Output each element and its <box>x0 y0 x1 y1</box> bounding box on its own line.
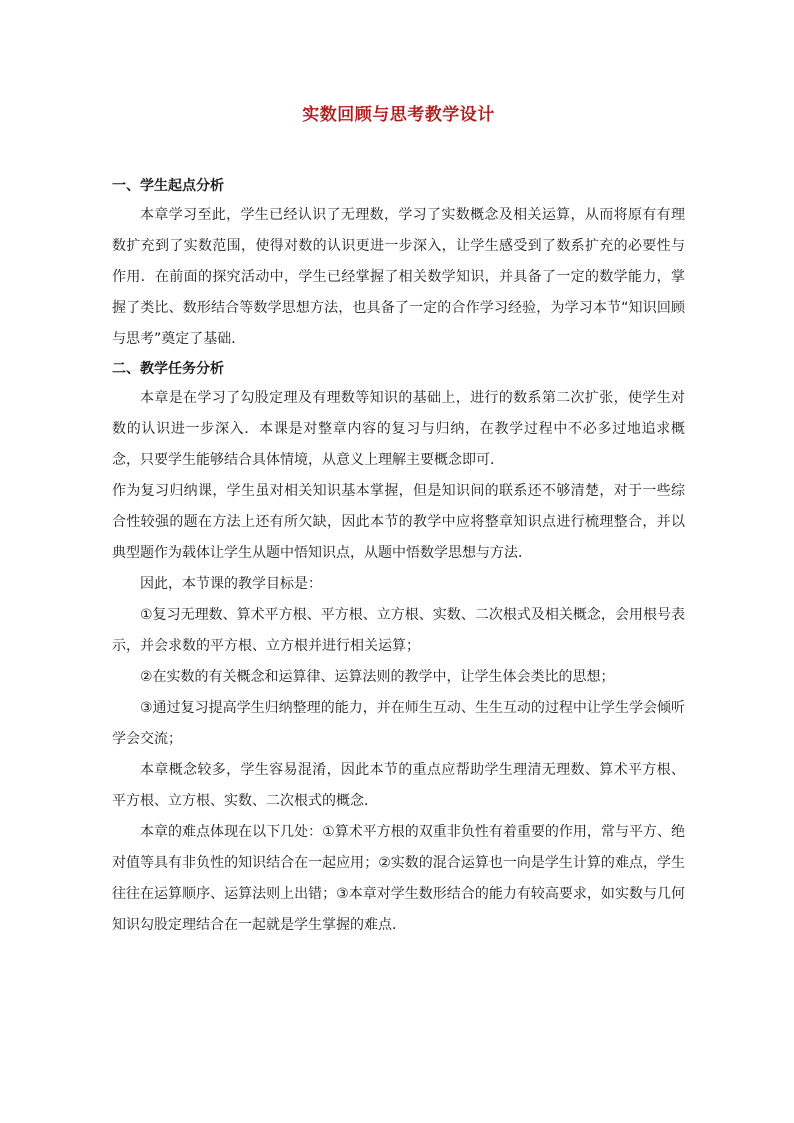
document-body <box>112 172 685 941</box>
section-heading-task-analysis: 二、教学任务分析 <box>112 361 224 377</box>
paragraph-key-points: 本章概念较多，学生容易混淆，因此本节的重点应帮助学生理清无理数、算术平方根、平方根、立方根、实数、二次根式的概念． <box>112 762 685 809</box>
paragraph-difficulties: 本章的难点体现在以下几处：①算术平方根的双重非负性有着重要的作用，常与平方、绝对值等具有非负性的知识结合在一起应用；②实数的混合运算也一向是学生计算的难点，学生往往在运算顺序、运算法则上出错；③本章对学生数形结合的能力有较高要求，如实数与几何知识勾股定理结合在一起就是学生掌握的难点． <box>112 824 685 933</box>
objective-item-2: ②在实数的有关概念和运算律、运算法则的教学中，让学生体会类比的思想； <box>140 669 615 685</box>
paragraph: 作为复习归纳课，学生虽对相关知识基本掌握，但是知识间的联系还不够清楚，对于一些综合性较强的题在方法上还有所欠缺，因此本节的教学中应将整章知识点进行梳理整合，并以典型题作为载体让学生从题中悟知识点，从题中悟数学思想与方法． <box>112 483 685 561</box>
paragraph: 因此，本节课的教学目标是： <box>140 576 322 592</box>
paragraph: 本章是在学习了勾股定理及有理数等知识的基础上，进行的数系第二次扩张，使学生对数的认识进一步深入．本课是对整章内容的复习与归纳，在教学过程中不必多过地追求概念，只要学生能够结合具体情境，从意义上理解主要概念即可． <box>112 390 685 468</box>
section-heading-start-analysis: 一、学生起点分析 <box>112 178 224 194</box>
objective-item-1: ①复习无理数、算术平方根、平方根、立方根、实数、二次根式及相关概念，会用根号表示，并会求数的平方根、立方根并进行相关运算； <box>112 607 685 654</box>
objective-item-3: ③通过复习提高学生归纳整理的能力，并在师生互动、生生互动的过程中让学生学会倾听学会交流； <box>112 700 685 747</box>
document-title: 实数回顾与思考教学设计 <box>302 105 495 125</box>
paragraph: 本章学习至此，学生已经认识了无理数，学习了实数概念及相关运算，从而将原有有理数扩充到了实数范围，使得对数的认识更进一步深入，让学生感受到了数系扩充的必要性与作用．在前面的探究活动中，学生已经掌握了相关数学知识，并具备了一定的数学能力，掌握了类比、数形结合等数学思想方法，也具备了一定的合作学习经验，为学习本节“知识回顾与思考”奠定了基础． <box>112 207 685 347</box>
